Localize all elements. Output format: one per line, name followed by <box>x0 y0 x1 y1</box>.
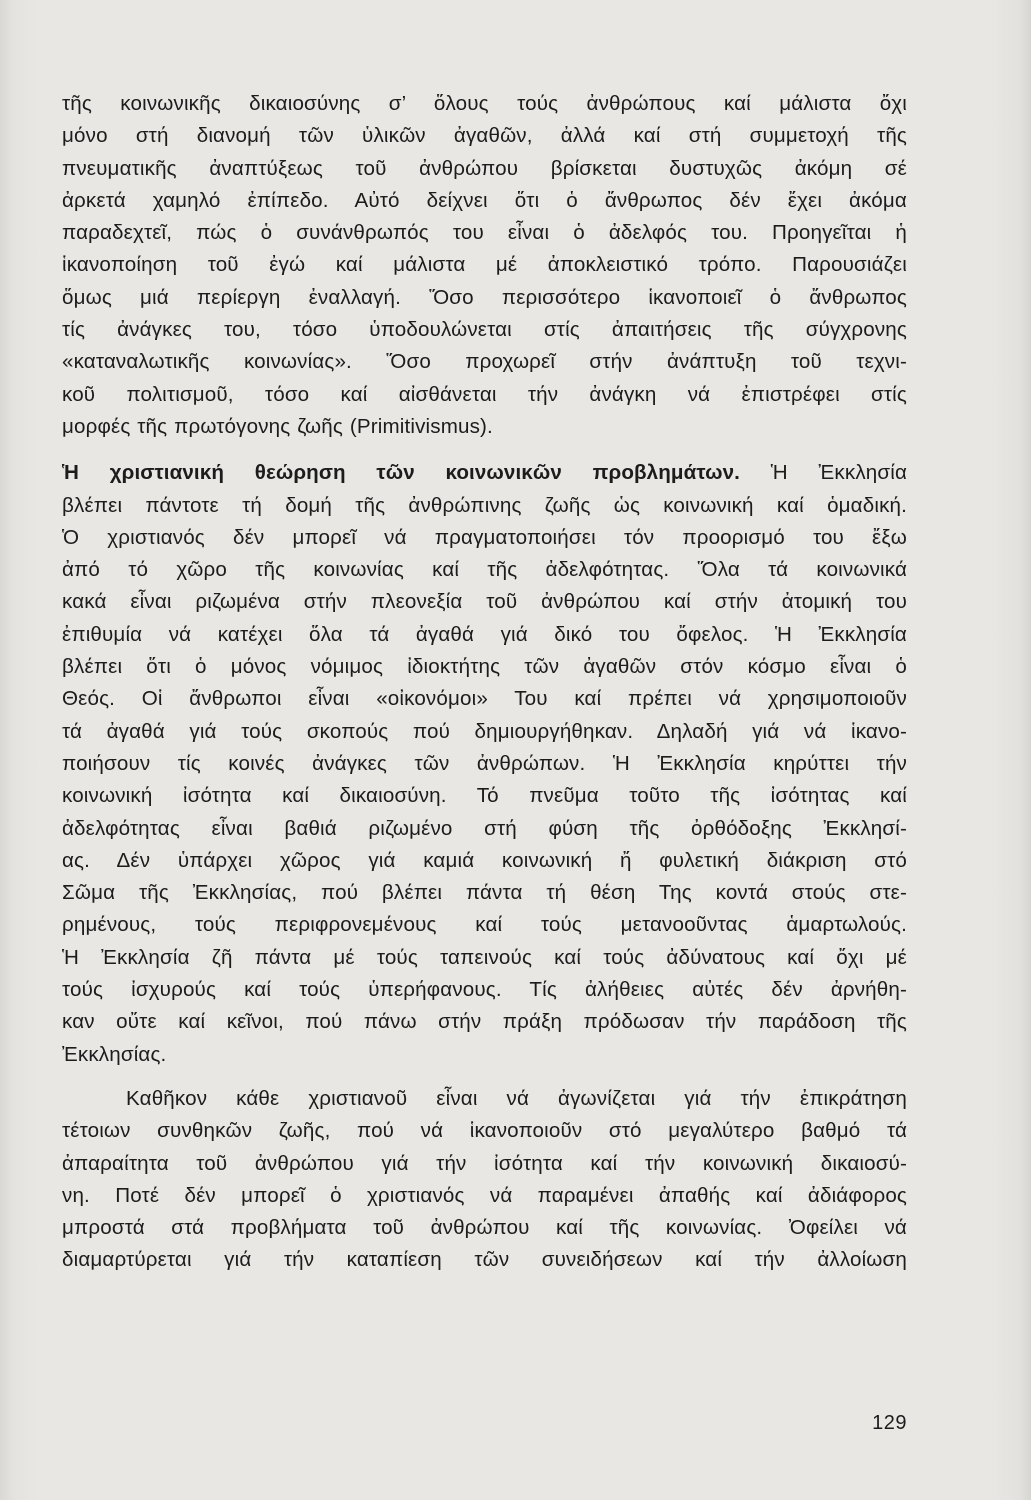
text-line: τέτοιων συνθηκῶν ζωῆς, πού νά ἱκανοποιοῦν στό μεγαλύτερο βαθμό τά <box>62 1119 907 1143</box>
text-line: Ἡ Ἐκκλησία ζῆ πάντα μέ τούς ταπεινούς καί τούς ἀδύνατους καί ὄχι μέ <box>62 945 907 969</box>
text-line: κακά εἶναι ριζωμένα στήν πλεονεξία τοῦ ἀνθρώπου καί στήν ἀτομική του <box>62 590 907 614</box>
text-line: τῆς κοινωνικῆς δικαιοσύνης σ’ ὅλους τούς ἀνθρώπους καί μάλιστα ὄχι <box>62 92 907 115</box>
text-line: Ὁ χριστιανός δέν μπορεῖ νά πραγματοποιήσει τόν προορισμό του ἔξω <box>62 525 907 549</box>
text-line: ἀδελφότητας εἶναι βαθιά ριζωμένο στή φύση τῆς ὀρθόδοξης Ἐκκλησί- <box>62 816 907 840</box>
text-line: κοινωνική ἰσότητα καί δικαιοσύνη. Τό πνεῦμα τοῦτο τῆς ἰσότητας καί <box>62 784 907 808</box>
text-line: βλέπει ὅτι ὁ μόνος νόμιμος ἰδιοκτήτης τῶν ἀγαθῶν στόν κόσμο εἶναι ὁ <box>62 655 907 679</box>
text-line: κοῦ πολιτισμοῦ, τόσο καί αἰσθάνεται τήν ἀνάγκη νά ἐπιστρέφει στίς <box>62 382 907 406</box>
body-text <box>62 88 907 1277</box>
text-line: τά ἀγαθά γιά τούς σκοπούς πού δημιουργήθηκαν. Δηλαδή γιά νά ἱκανο- <box>62 719 907 743</box>
text-line: Θεός. Οἱ ἄνθρωποι εἶναι «οἰκονόμοι» Του καί πρέπει νά χρησιμοποιοῦν <box>62 687 907 711</box>
text-line: μορφές τῆς πρωτόγονης ζωῆς (Primitivismus). <box>62 414 493 438</box>
text-line: Σῶμα τῆς Ἐκκλησίας, πού βλέπει πάντα τή θέση Της κοντά στούς στε- <box>62 881 907 905</box>
text-line: πνευματικῆς ἀναπτύξεως τοῦ ἀνθρώπου βρίσκεται δυστυχῶς ἀκόμη σέ <box>62 156 907 180</box>
text-line: ὅμως μιά περίεργη ἐναλλαγή. Ὅσο περισσότερο ἱκανοποιεῖ ὁ ἄνθρωπος <box>62 285 907 309</box>
text-line: ποιήσουν τίς κοινές ἀνάγκες τῶν ἀνθρώπων. Ἡ Ἐκκλησία κηρύττει τήν <box>62 751 907 775</box>
text-line: Ἐκκλησίας. <box>62 1042 167 1066</box>
section-heading: Ἡ χριστιανική θεώρηση τῶν κοινωνικῶν προβλημάτων. <box>62 461 740 485</box>
text-line: τίς ἀνάγκες του, τόσο ὑποδουλώνεται στίς ἀπαιτήσεις τῆς σύγχρονης <box>62 318 907 342</box>
page-number: 129 <box>872 1412 907 1434</box>
paragraph-gap <box>62 1071 907 1083</box>
paragraph-gap <box>62 443 907 457</box>
section-heading-line <box>62 457 907 489</box>
text-line: βλέπει πάντοτε τή δομή τῆς ἀνθρώπινης ζωῆς ὡς κοινωνική καί ὁμαδική. <box>62 493 907 517</box>
text-line: «καταναλωτικῆς κοινωνίας». Ὅσο προχωρεῖ στήν ἀνάπτυξη τοῦ τεχνι- <box>62 350 907 374</box>
text-line: νη. Ποτέ δέν μπορεῖ ὁ χριστιανός νά παραμένει ἀπαθής καί ἀδιάφορος <box>62 1183 907 1207</box>
text-line: μπροστά στά προβλήματα τοῦ ἀνθρώπου καί τῆς κοινωνίας. Ὀφείλει νά <box>62 1216 907 1240</box>
text-line: Καθῆκον κάθε χριστιανοῦ εἶναι νά ἀγωνίζεται γιά τήν ἐπικράτηση <box>126 1086 907 1110</box>
text-line: ρημένους, τούς περιφρονεμένους καί τούς μετανοοῦντας ἁμαρτωλούς. <box>62 913 907 937</box>
text-line: ας. Δέν ὑπάρχει χῶρος γιά καμιά κοινωνική ἤ φυλετική διάκριση στό <box>62 848 907 872</box>
text-line: ἀπό τό χῶρο τῆς κοινωνίας καί τῆς ἀδελφότητας. Ὅλα τά κοινωνικά <box>62 558 907 582</box>
text-line: καν οὔτε καί κεῖνοι, πού πάνω στήν πράξη πρόδωσαν τήν παράδοση τῆς <box>62 1010 907 1034</box>
text-line: ἐπιθυμία νά κατέχει ὅλα τά ἀγαθά γιά δικό του ὄφελος. Ἡ Ἐκκλησία <box>62 622 907 646</box>
text-line: ἱκανοποίηση τοῦ ἐγώ καί μάλιστα μέ ἀποκλειστικό τρόπο. Παρουσιάζει <box>62 253 907 277</box>
text-line: παραδεχτεῖ, πώς ὁ συνάνθρωπός του εἶναι ὁ ἀδελφός του. Προηγεῖται ἡ <box>62 221 907 245</box>
text-line: ἀπαραίτητα τοῦ ἀνθρώπου γιά τήν ἰσότητα καί τήν κοινωνική δικαιοσύ- <box>62 1151 907 1175</box>
text-line: ἀρκετά χαμηλό ἐπίπεδο. Αὐτό δείχνει ὅτι ὁ ἄνθρωπος δέν ἔχει ἀκόμα <box>62 188 907 212</box>
text-line: τούς ἰσχυρούς καί τούς ὑπερήφανους. Τίς ἀλήθειες αὐτές δέν ἀρνήθη- <box>62 978 907 1002</box>
text-line: διαμαρτύρεται γιά τήν καταπίεση τῶν συνειδήσεων καί τήν ἀλλοίωση <box>62 1248 907 1272</box>
text-line: μόνο στή διανομή τῶν ὑλικῶν ἀγαθῶν, ἀλλά καί στή συμμετοχή τῆς <box>62 124 907 148</box>
text-fragment: Ἡ Ἐκκλησία <box>770 461 908 485</box>
